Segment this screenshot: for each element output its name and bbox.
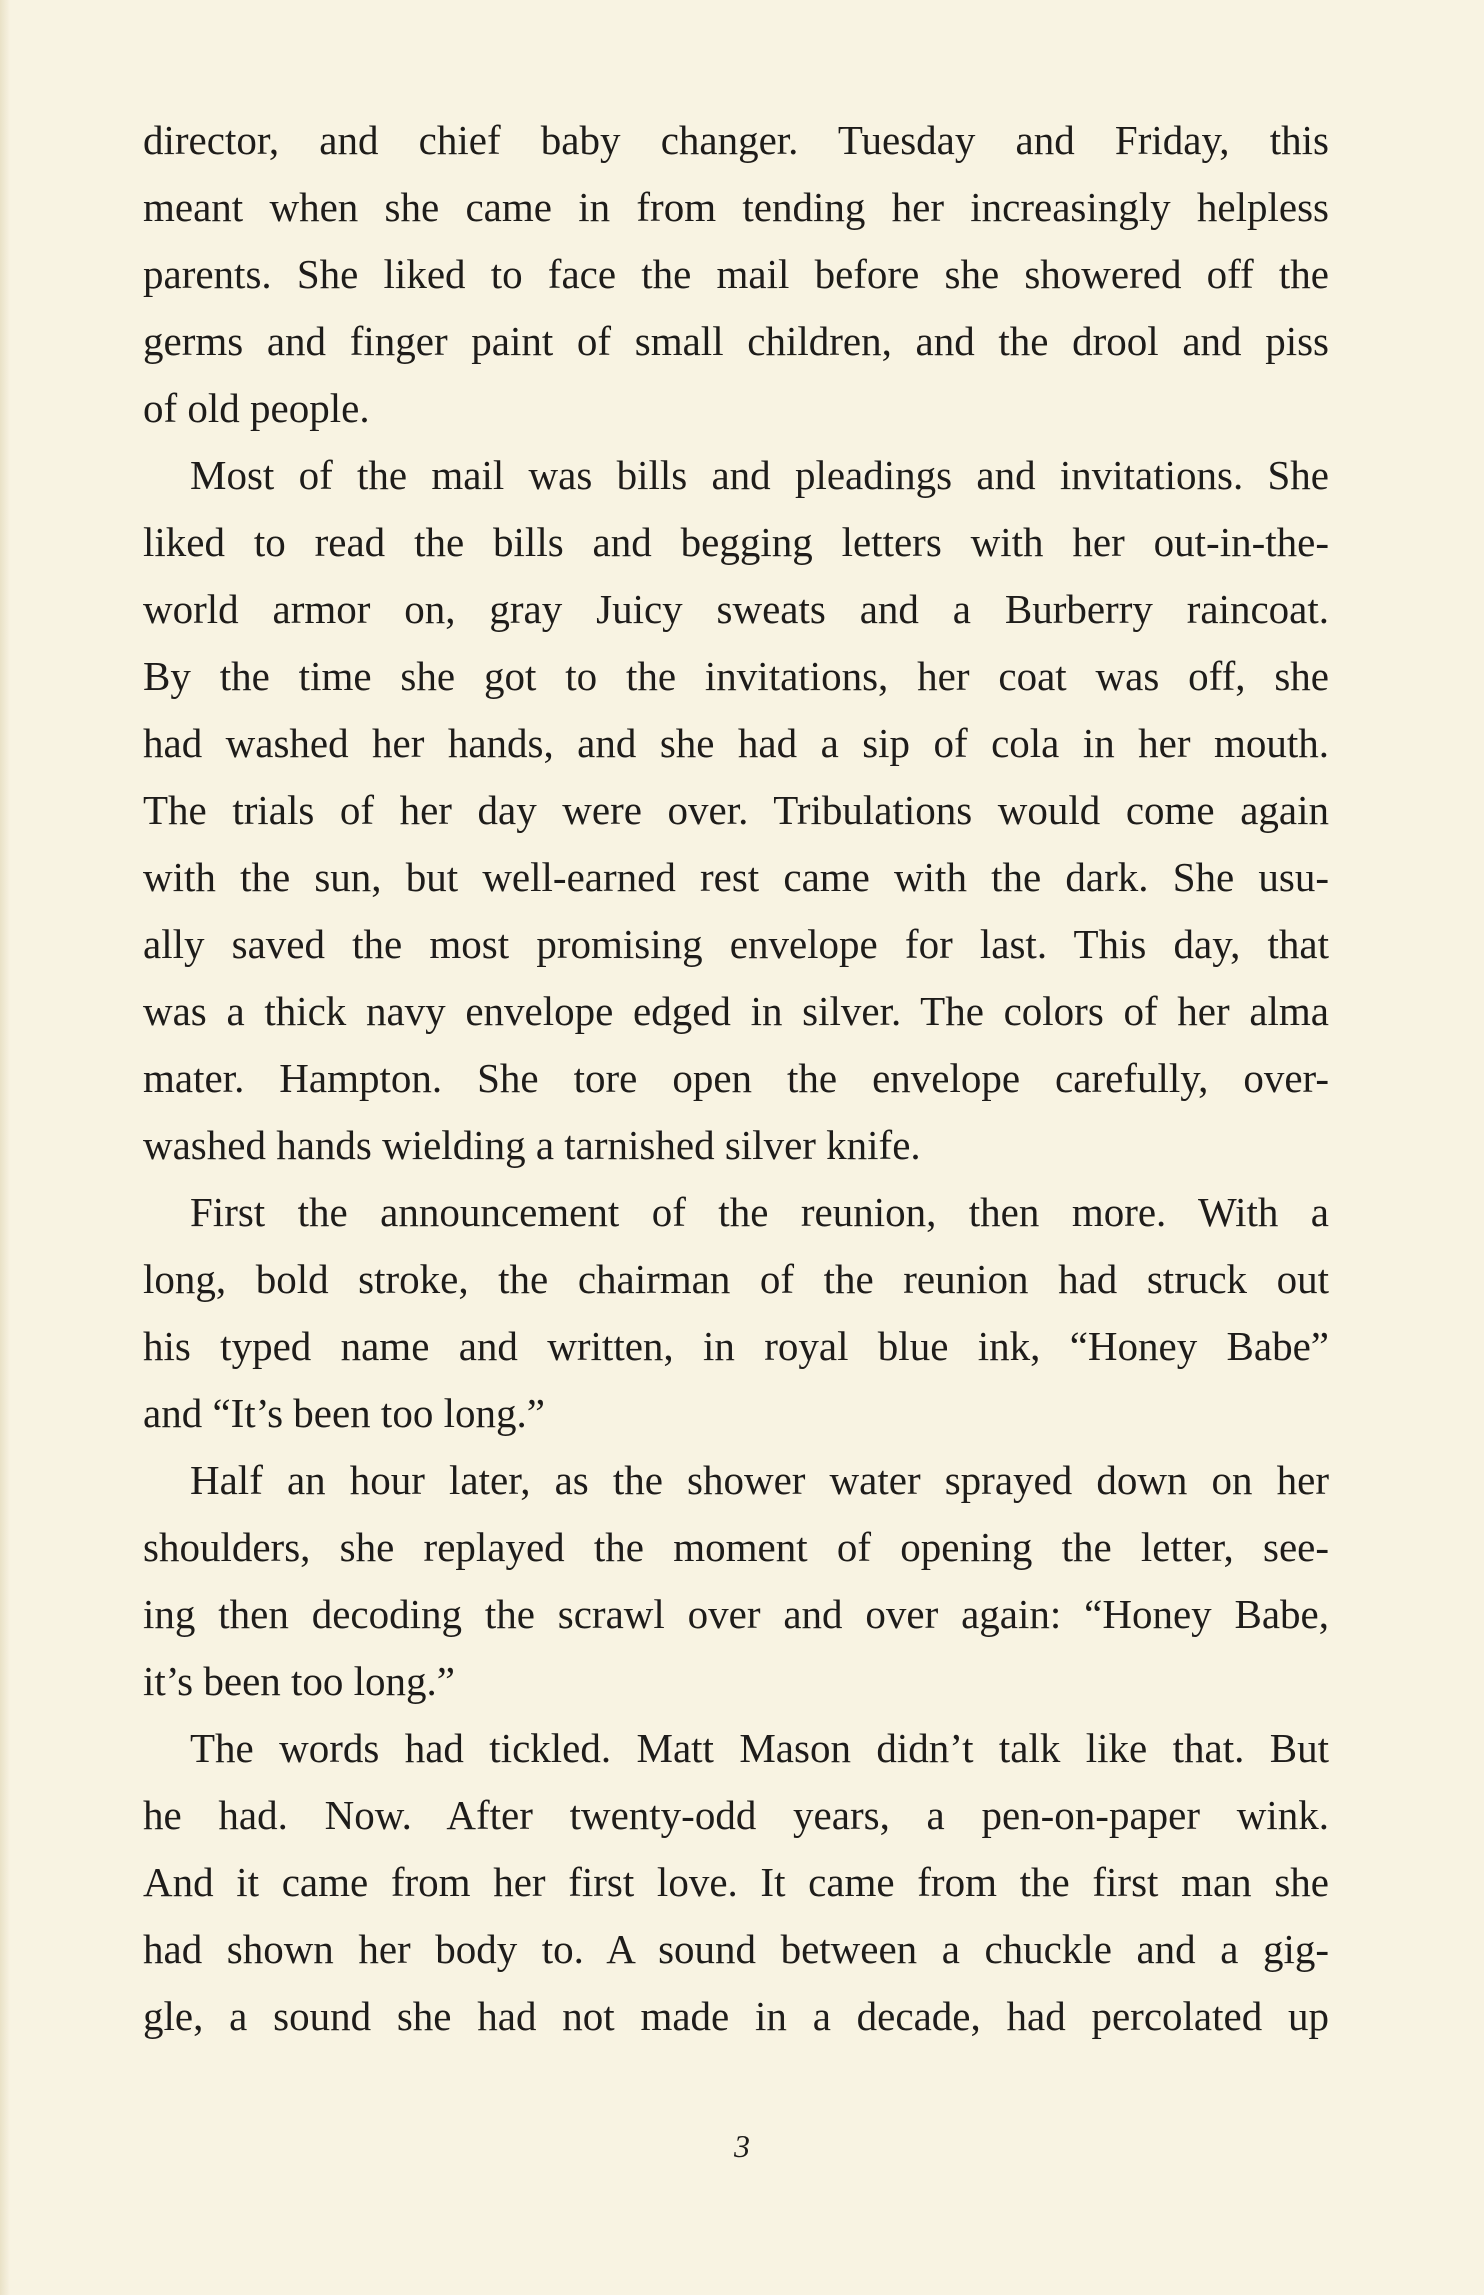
text-line: And it came from her first love. It came from the first man she	[143, 1859, 1329, 1905]
text-line: ing then decoding the scrawl over and over again: “Honey Babe,	[143, 1591, 1329, 1637]
text-line: liked to read the bills and begging letters with her out-in-the-	[143, 519, 1329, 565]
page-binding-edge	[0, 0, 10, 2295]
text-line: germs and finger paint of small children, and the drool and piss	[143, 318, 1329, 364]
text-line: The trials of her day were over. Tribulations would come again	[143, 787, 1329, 833]
paragraph-5	[143, 1715, 1329, 2050]
text-line: had washed her hands, and she had a sip of cola in her mouth.	[143, 720, 1329, 766]
paragraph-1	[143, 107, 1329, 442]
text-line: meant when she came in from tending her increasingly helpless	[143, 184, 1329, 230]
paragraph-2	[143, 442, 1329, 1179]
text-line: and “It’s been too long.”	[143, 1390, 545, 1436]
text-line: mater. Hampton. She tore open the envelope carefully, over-	[143, 1055, 1329, 1101]
text-line: gle, a sound she had not made in a decade, had percolated up	[143, 1993, 1329, 2039]
text-line: world armor on, gray Juicy sweats and a Burberry raincoat.	[143, 586, 1329, 632]
text-line: The words had tickled. Matt Mason didn’t talk like that. But	[190, 1725, 1329, 1771]
body-text	[143, 107, 1329, 2050]
text-line: it’s been too long.”	[143, 1658, 456, 1704]
text-line: parents. She liked to face the mail before she showered off the	[143, 251, 1329, 297]
paragraph-3	[143, 1179, 1329, 1447]
text-line: washed hands wielding a tarnished silver knife.	[143, 1122, 921, 1168]
text-line: director, and chief baby changer. Tuesday and Friday, this	[143, 117, 1329, 163]
text-line: his typed name and written, in royal blue ink, “Honey Babe”	[143, 1323, 1329, 1369]
paragraph-4	[143, 1447, 1329, 1715]
text-line: long, bold stroke, the chairman of the reunion had struck out	[143, 1256, 1329, 1302]
text-line: with the sun, but well-earned rest came with the dark. She usu-	[143, 854, 1329, 900]
text-line: By the time she got to the invitations, her coat was off, she	[143, 653, 1329, 699]
text-line: ally saved the most promising envelope for last. This day, that	[143, 921, 1329, 967]
text-line: Half an hour later, as the shower water sprayed down on her	[190, 1457, 1329, 1503]
text-line: of old people.	[143, 385, 370, 431]
text-line: shoulders, she replayed the moment of opening the letter, see-	[143, 1524, 1329, 1570]
text-line: Most of the mail was bills and pleadings and invitations. She	[190, 452, 1329, 498]
text-line: First the announcement of the reunion, then more. With a	[190, 1189, 1329, 1235]
text-line: he had. Now. After twenty-odd years, a pen-on-paper wink.	[143, 1792, 1329, 1838]
text-line: was a thick navy envelope edged in silver. The colors of her alma	[143, 988, 1329, 1034]
text-line: had shown her body to. A sound between a chuckle and a gig-	[143, 1926, 1329, 1972]
page-number: 3	[734, 2128, 750, 2164]
